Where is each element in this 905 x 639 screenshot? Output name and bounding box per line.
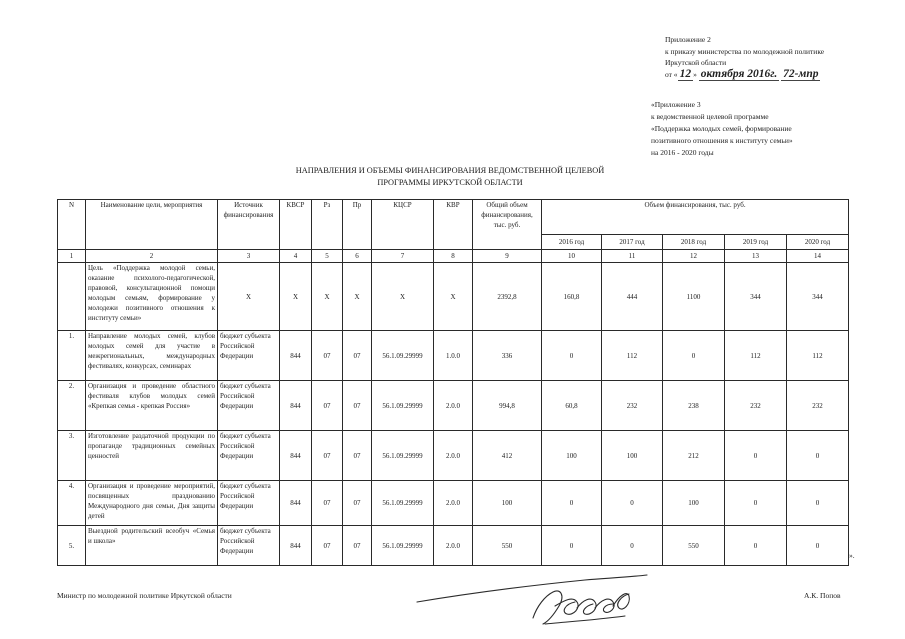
cell-2019: 0 [725,526,787,566]
cell-total: 550 [473,526,542,566]
cell-2019: 232 [725,381,787,431]
date-month-year-handwritten: октября 2016г. [700,67,778,80]
cell-2020: 232 [787,381,849,431]
cell-kvsr: 844 [280,331,312,381]
column-number: 5 [312,250,343,263]
cell-2017: 444 [602,263,663,331]
cell-2017: 0 [602,526,663,566]
cell-source: бюджет субъекта Российской Федерации [218,431,280,481]
cell-num: 5. [58,526,86,566]
cell-pr: 07 [343,331,372,381]
cell-2020: 344 [787,263,849,331]
cell-kvsr: 844 [280,481,312,526]
cell-2018: 1100 [663,263,725,331]
table-row-goal [58,263,849,331]
cell-2018: 212 [663,431,725,481]
cell-name: Изготовление раздаточной продукции по пропаганде традиционных семейных ценностей [86,431,218,481]
order-number-handwritten: 72-мпр [783,67,819,80]
column-number: 13 [725,250,787,263]
table-row [58,526,849,566]
signer-name: А.К. Попов [804,591,841,600]
table-row [58,481,849,526]
header-source: Источник финансирования [218,200,280,250]
cell-2020: 0 [787,526,849,566]
cell-2018: 550 [663,526,725,566]
cell-pr: 07 [343,481,372,526]
cell-2018: 0 [663,331,725,381]
header-name: Наименование цели, мероприятия [86,200,218,250]
cell-total: 412 [473,431,542,481]
header-year: 2019 год [725,235,787,250]
cell-rz: 07 [312,331,343,381]
header-kvr: КВР [434,200,473,250]
title-line2: ПРОГРАММЫ ИРКУТСКОЙ ОБЛАСТИ [377,178,523,187]
cell-kvsr: Х [280,263,312,331]
cell-source: бюджет субъекта Российской Федерации [218,331,280,381]
cell-kcsr: 56.1.09.29999 [372,331,434,381]
cell-kvr: Х [434,263,473,331]
cell-source: бюджет субъекта Российской Федерации [218,481,280,526]
cell-kcsr: 56.1.09.29999 [372,381,434,431]
header-kvsr: КВСР [280,200,312,250]
cell-num [58,263,86,331]
cell-rz: 07 [312,481,343,526]
cell-kvr: 2.0.0 [434,481,473,526]
cell-kvr: 2.0.0 [434,431,473,481]
cell-2019: 0 [725,481,787,526]
column-number: 3 [218,250,280,263]
cell-rz: 07 [312,526,343,566]
header-year: 2018 год [663,235,725,250]
cell-2020: 0 [787,431,849,481]
cell-2016: 100 [542,431,602,481]
appendix-3-line1: «Приложение 3 [651,100,701,109]
cell-pr: 07 [343,526,372,566]
header-total: Общий объем финансирования, тыс. руб. [473,200,542,250]
cell-2017: 232 [602,381,663,431]
date-close: » [693,69,697,79]
closing-quote-mark: ». [849,551,855,560]
cell-rz: 07 [312,381,343,431]
cell-2017: 112 [602,331,663,381]
cell-total: 2392,8 [473,263,542,331]
cell-2019: 112 [725,331,787,381]
appendix-2-date-line [665,69,824,81]
header-rz: Рз [312,200,343,250]
cell-source: Х [218,263,280,331]
cell-name: Организация и проведение областного фестиваля клубов молодых семей «Крепкая семья - крепкая Россия» [86,381,218,431]
cell-rz: 07 [312,431,343,481]
cell-2019: 344 [725,263,787,331]
date-prefix: от « [665,69,678,79]
column-number: 6 [343,250,372,263]
cell-kcsr: 56.1.09.29999 [372,481,434,526]
signature [415,566,655,628]
column-number: 2 [86,250,218,263]
header-pr: Пр [343,200,372,250]
header-kcsr: КЦСР [372,200,434,250]
header-n: N [58,200,86,250]
cell-name: Выездной родительский всеобуч «Семья и школа» [86,526,218,566]
cell-kcsr: 56.1.09.29999 [372,526,434,566]
column-number: 12 [663,250,725,263]
header-row [58,200,849,235]
cell-name: Направление молодых семей, клубов молодых семей для участие в межрегиональных, международных фестивалях, конкурсах, семинарах [86,331,218,381]
cell-num: 1. [58,331,86,381]
column-numbers-row [58,250,849,263]
column-number: 7 [372,250,434,263]
appendix-3-line3: «Поддержка молодых семей, формирование [651,124,792,133]
cell-total: 994,8 [473,381,542,431]
cell-kcsr: 56.1.09.29999 [372,431,434,481]
cell-kvsr: 844 [280,381,312,431]
cell-rz: Х [312,263,343,331]
cell-2016: 160,8 [542,263,602,331]
column-number: 10 [542,250,602,263]
cell-num: 2. [58,381,86,431]
cell-2016: 0 [542,331,602,381]
appendix-3-block [651,99,793,159]
cell-2020: 112 [787,331,849,381]
cell-2017: 0 [602,481,663,526]
cell-total: 100 [473,481,542,526]
column-number: 1 [58,250,86,263]
header-year: 2017 год [602,235,663,250]
column-number: 9 [473,250,542,263]
cell-kvr: 2.0.0 [434,526,473,566]
appendix-2-line1: Приложение 2 [665,35,711,44]
cell-2016: 60,8 [542,381,602,431]
appendix-2-line2: к приказу министерства по молодежной политике [665,46,825,56]
appendix-2-block [665,34,824,80]
column-number: 14 [787,250,849,263]
cell-2020: 0 [787,481,849,526]
cell-2016: 0 [542,481,602,526]
cell-source: бюджет субъекта Российской Федерации [218,381,280,431]
cell-kvsr: 844 [280,526,312,566]
cell-pr: 07 [343,381,372,431]
cell-2019: 0 [725,431,787,481]
column-number: 8 [434,250,473,263]
financing-table [57,199,849,566]
date-day-handwritten: 12 [679,67,692,80]
cell-2018: 238 [663,381,725,431]
cell-total: 336 [473,331,542,381]
header-year: 2016 год [542,235,602,250]
table-row [58,431,849,481]
appendix-3-line2: к ведомственной целевой программе [651,112,769,121]
cell-num: 4. [58,481,86,526]
cell-kvr: 1.0.0 [434,331,473,381]
cell-2016: 0 [542,526,602,566]
cell-num: 3. [58,431,86,481]
appendix-3-line5: на 2016 - 2020 годы [651,148,714,157]
title-line1: НАПРАВЛЕНИЯ И ОБЪЕМЫ ФИНАНСИРОВАНИЯ ВЕДОМСТВЕННОЙ ЦЕЛЕВОЙ [295,166,605,175]
cell-kcsr: Х [372,263,434,331]
cell-pr: 07 [343,431,372,481]
document-title [230,165,670,189]
header-year: 2020 год [787,235,849,250]
cell-2017: 100 [602,431,663,481]
table-row [58,331,849,381]
cell-kvsr: 844 [280,431,312,481]
cell-source: бюджет субъекта Российской Федерации [218,526,280,566]
column-number: 11 [602,250,663,263]
cell-kvr: 2.0.0 [434,381,473,431]
cell-2018: 100 [663,481,725,526]
appendix-3-line4: позитивного отношения к институту семьи» [651,136,793,145]
cell-name: Цель «Поддержка молодой семьи, оказание психолого-педагогической, правовой, консультационной помощи молодым семьям, формирование у молодежи позитивного отношения к институту семьи» [86,263,218,331]
signer-title: Министр по молодежной политике Иркутской области [57,591,232,600]
header-by-year: Объем финансирования, тыс. руб. [542,200,849,235]
table-row [58,381,849,431]
column-number: 4 [280,250,312,263]
cell-name: Организация и проведение мероприятий, посвященных празднованию Международного дня семьи, Дня защиты детей [86,481,218,526]
cell-pr: Х [343,263,372,331]
appendix-2-line3: Иркутской области [665,58,727,67]
